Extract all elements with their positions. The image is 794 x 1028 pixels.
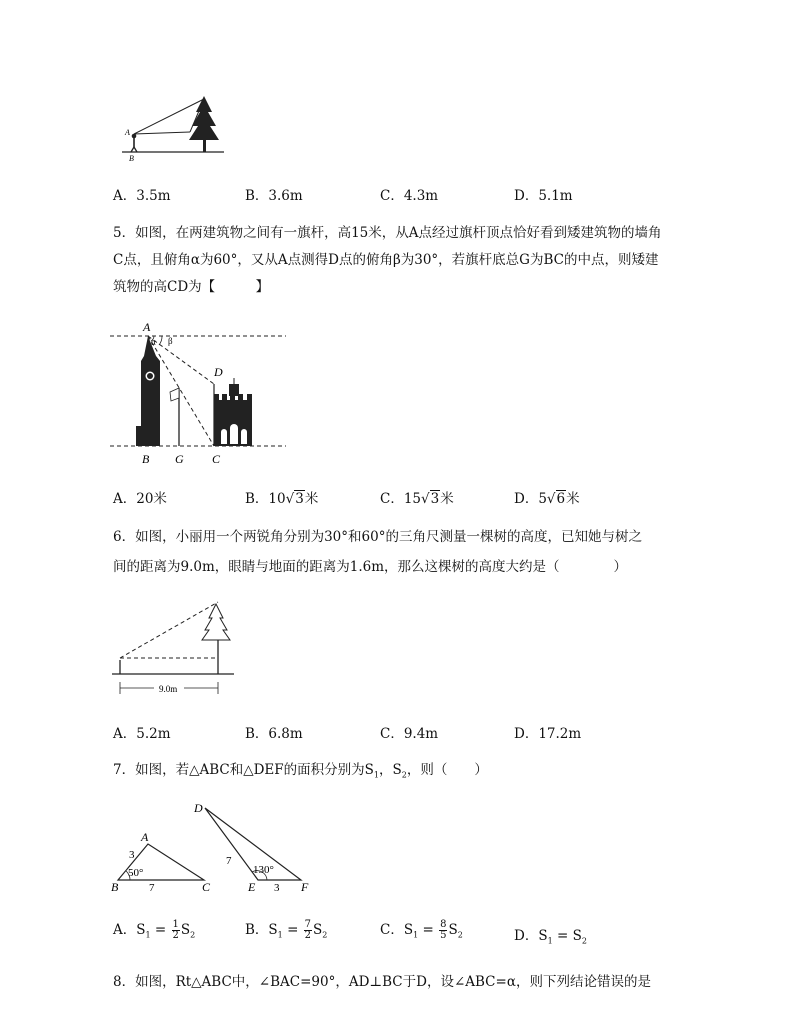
q7-option-a-fraction	[172, 920, 180, 941]
q4-figure	[112, 90, 232, 166]
q7-label-a: A	[141, 830, 149, 844]
q5-label-b: B	[142, 452, 150, 466]
q6-option-d[interactable]: D．17.2m	[514, 726, 582, 742]
q5-figure	[108, 316, 293, 468]
q4-option-c[interactable]: C．4.3m	[380, 188, 439, 204]
q5-label-beta: β	[168, 336, 173, 346]
q4-option-d[interactable]: D．5.1m	[514, 188, 573, 204]
q6-option-c[interactable]: C．9.4m	[380, 726, 439, 742]
q7-option-c-label: C．	[380, 922, 404, 938]
q7-label-ab: 3	[129, 849, 135, 861]
q6-question-line2: 间的距离为9.0m，眼睛与地面的距离为1.6m，那么这棵树的高度大约是（ ）	[113, 559, 628, 575]
q7-option-b-fraction	[304, 920, 312, 941]
q7-question-prefix: 7．如图，若△ABC和△DEF的面积分别为S	[113, 762, 374, 778]
q7-label-d: D	[194, 801, 203, 815]
q5-option-d-prefix: D．5	[514, 491, 547, 507]
q7-option-c-sub2: 2	[457, 930, 463, 940]
q5-option-c-radical: √3	[421, 491, 440, 507]
q5-option-d-radicand: 6	[556, 491, 566, 507]
q7-option-c-fraction	[439, 920, 447, 941]
q5-option-d-suffix: 米	[566, 491, 580, 507]
q6-figure	[110, 598, 236, 700]
q7-option-c[interactable]	[380, 918, 463, 941]
q7-option-b-den: 2	[304, 930, 312, 941]
q7-option-b-sub2: 2	[322, 930, 328, 940]
q5-question-line3: 筑物的高CD为【 】	[113, 279, 270, 295]
q7-option-c-den: 5	[440, 930, 447, 941]
q5-label-d: D	[214, 365, 223, 379]
q7-option-d-s1: S	[538, 928, 548, 944]
q7-option-a-num: 1	[172, 919, 179, 930]
q7-option-b-sub1: 1	[277, 930, 283, 940]
q7-question-suffix: ，则（ ）	[406, 762, 488, 778]
q5-option-b-radical: √3	[285, 491, 304, 507]
q7-option-a[interactable]	[113, 918, 195, 941]
q6-option-a[interactable]: A．5.2m	[113, 726, 171, 742]
q7-option-d-label: D．	[514, 928, 539, 944]
q7-option-a-label: A．	[113, 922, 137, 938]
q5-option-c-radicand: 3	[430, 491, 440, 507]
q5-label-c: C	[212, 452, 221, 466]
q7-figure	[108, 796, 323, 896]
q6-question-line1: 6．如图，小丽用一个两锐角分别为30°和60°的三角尺测量一棵树的高度，已知她与树之	[113, 529, 642, 545]
q5-option-b[interactable]	[245, 487, 318, 507]
q7-option-a-den: 2	[172, 930, 179, 941]
q5-option-b-radicand: 3	[295, 491, 304, 507]
q5-option-a[interactable]: A．20米	[113, 491, 167, 507]
q7-label-e: E	[248, 880, 256, 894]
q7-option-a-s1: S	[136, 922, 146, 938]
q5-label-a: A	[143, 320, 151, 334]
q7-label-f: F	[301, 880, 309, 894]
q7-sub1: 1	[373, 770, 379, 780]
q7-option-c-s1: S	[403, 922, 414, 938]
q5-option-d[interactable]	[514, 487, 580, 507]
q7-option-a-sub2: 2	[190, 930, 196, 940]
q5-option-c[interactable]	[380, 487, 454, 507]
q7-option-a-sub1: 1	[145, 930, 151, 940]
q7-option-b[interactable]	[245, 918, 327, 941]
q7-label-bc: 7	[149, 882, 155, 894]
q7-sub2: 2	[401, 770, 407, 780]
q7-option-b-eq: =	[287, 922, 299, 938]
q7-label-b: B	[111, 880, 119, 894]
q5-option-b-suffix: 米	[304, 491, 319, 507]
q7-option-b-s1: S	[268, 922, 278, 938]
q5-question-line2: C点，且俯角α为60°，又从A点测得D点的俯角β为30°，若旗杆底总G为BC的中点，则矮建	[113, 252, 659, 268]
q5-label-g: G	[175, 452, 184, 466]
q5-option-b-prefix: B．10	[245, 491, 286, 507]
q7-option-c-sub1: 1	[413, 930, 419, 940]
q7-option-d-eq: =	[556, 928, 569, 944]
q6-option-b[interactable]: B．6.8m	[245, 726, 303, 742]
q7-option-c-eq: =	[422, 922, 434, 938]
q7-label-angle-e: 130°	[253, 864, 274, 876]
q7-option-d-sub2: 2	[581, 936, 587, 946]
q7-option-a-eq: =	[154, 922, 167, 938]
q4-option-a[interactable]: A．3.5m	[113, 188, 171, 204]
q5-question-line1: 5．如图，在两建筑物之间有一旗杆，高15米，从A点经过旗杆顶点恰好看到矮建筑物的墙角	[113, 225, 662, 241]
q6-distance-label: 9.0m	[159, 684, 178, 694]
q7-label-c: C	[202, 880, 211, 894]
q7-option-a-s2: S	[180, 922, 191, 938]
q5-option-c-prefix: C．15	[380, 491, 422, 507]
q7-option-c-num: 8	[440, 919, 447, 930]
q7-option-b-num: 7	[304, 919, 312, 930]
q7-option-c-s2: S	[448, 922, 458, 938]
q8-question-line1: 8．如图，Rt△ABC中，∠BAC=90°，AD⊥BC于D，设∠ABC=α，则下列结论错误的是	[113, 974, 651, 990]
q4-label-b: B	[129, 154, 134, 163]
q7-label-ef: 3	[274, 882, 280, 894]
q4-label-a: A	[125, 128, 130, 137]
q7-option-d-s2: S	[572, 928, 582, 944]
q7-option-b-label: B．	[245, 922, 269, 938]
q7-option-d-sub1: 1	[547, 936, 553, 946]
q5-label-alpha: α	[151, 337, 156, 347]
q7-option-b-s2: S	[313, 922, 323, 938]
q7-question-mid: ，S	[379, 762, 402, 778]
q7-label-de: 7	[226, 855, 232, 867]
q7-question	[113, 760, 488, 786]
q7-option-d[interactable]	[514, 924, 587, 946]
q4-option-b[interactable]: B．3.6m	[245, 188, 303, 204]
q7-label-angle-b: 50°	[128, 867, 144, 879]
q5-option-c-suffix: 米	[440, 491, 454, 507]
q5-option-d-radical: √6	[546, 491, 566, 507]
